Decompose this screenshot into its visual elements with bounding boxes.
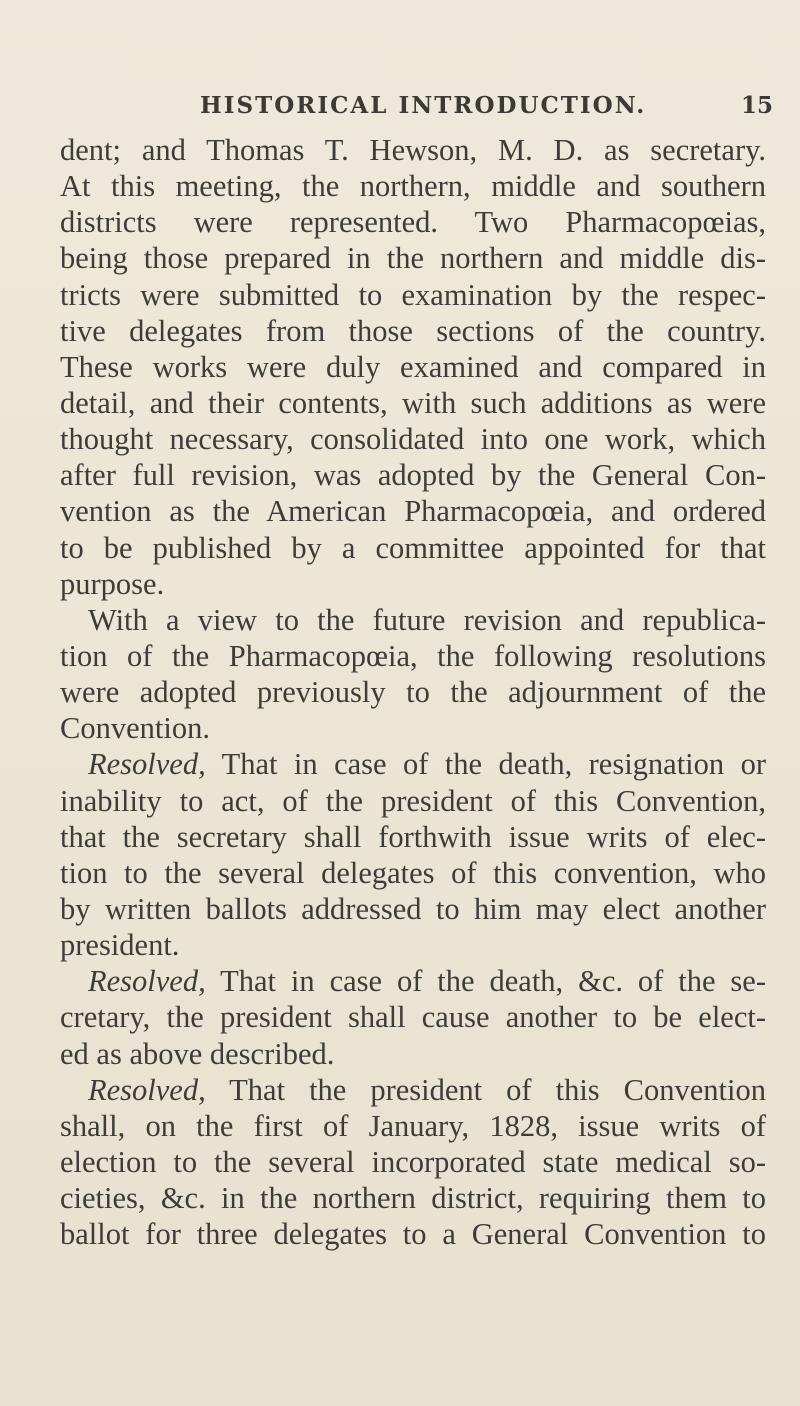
text-line: to be published by a committee appointed for that (60, 530, 766, 565)
text-line: dent; and Thomas T. Hewson, M. D. as secretary. (60, 133, 766, 167)
text-line: president. (60, 928, 180, 963)
text-line: cieties, &c. in the northern district, requiring them to (60, 1181, 766, 1216)
body-text (60, 132, 766, 1252)
running-title: HISTORICAL INTRODUCTION. (200, 92, 647, 119)
text-line: tion to the several delegates of this convention, who (60, 855, 766, 890)
text-line: vention as the American Pharmacopœia, and ordered (60, 494, 766, 529)
resolved-label: Resolved, (88, 1072, 206, 1107)
text-line: were adopted previously to the adjournment of the (60, 675, 766, 710)
text-segment: That in case of the death, &c. of the se- (205, 964, 766, 999)
resolution-line (60, 963, 766, 999)
page-number: 15 (741, 92, 774, 119)
text-line: inability to act, of the president of this Convention, (60, 783, 766, 818)
text-segment: That the president of this Convention (205, 1072, 766, 1107)
text-line: that the secretary shall forthwith issue writs of elec- (60, 819, 766, 854)
text-line: ed as above described. (60, 1036, 335, 1071)
text-line: detail, and their contents, with such additions as were (60, 385, 766, 420)
text-line: shall, on the first of January, 1828, issue writs of (60, 1108, 766, 1143)
resolved-label: Resolved, (88, 747, 206, 782)
text-line: tive delegates from those sections of the country. (60, 313, 766, 348)
text-line: These works were duly examined and compared in (60, 349, 766, 384)
text-line: Convention. (60, 711, 210, 746)
text-line: thought necessary, consolidated into one work, which (60, 422, 766, 457)
text-line: tion of the Pharmacopœia, the following resolutions (60, 638, 766, 673)
resolution-line (60, 746, 766, 782)
text-line: by written ballots addressed to him may elect another (60, 891, 766, 926)
text-line: being those prepared in the northern and middle dis- (60, 241, 766, 276)
text-line: cretary, the president shall cause another to be elect- (60, 1000, 766, 1035)
text-line: districts were represented. Two Pharmacopœias, (60, 205, 766, 240)
text-segment: That in case of the death, resignation or (205, 747, 766, 782)
page-header (200, 92, 780, 126)
text-line: At this meeting, the northern, middle and southern (60, 169, 766, 204)
text-line: tricts were submitted to examination by the respec- (60, 277, 766, 312)
text-line: With a view to the future revision and republica- (88, 602, 766, 637)
text-line: purpose. (60, 566, 165, 601)
resolved-label: Resolved, (88, 964, 206, 999)
resolution-line (60, 1072, 766, 1108)
text-line: ballot for three delegates to a General Convention to (60, 1217, 766, 1252)
text-line: after full revision, was adopted by the General Con- (60, 458, 766, 493)
text-line: election to the several incorporated state medical so- (60, 1144, 766, 1179)
